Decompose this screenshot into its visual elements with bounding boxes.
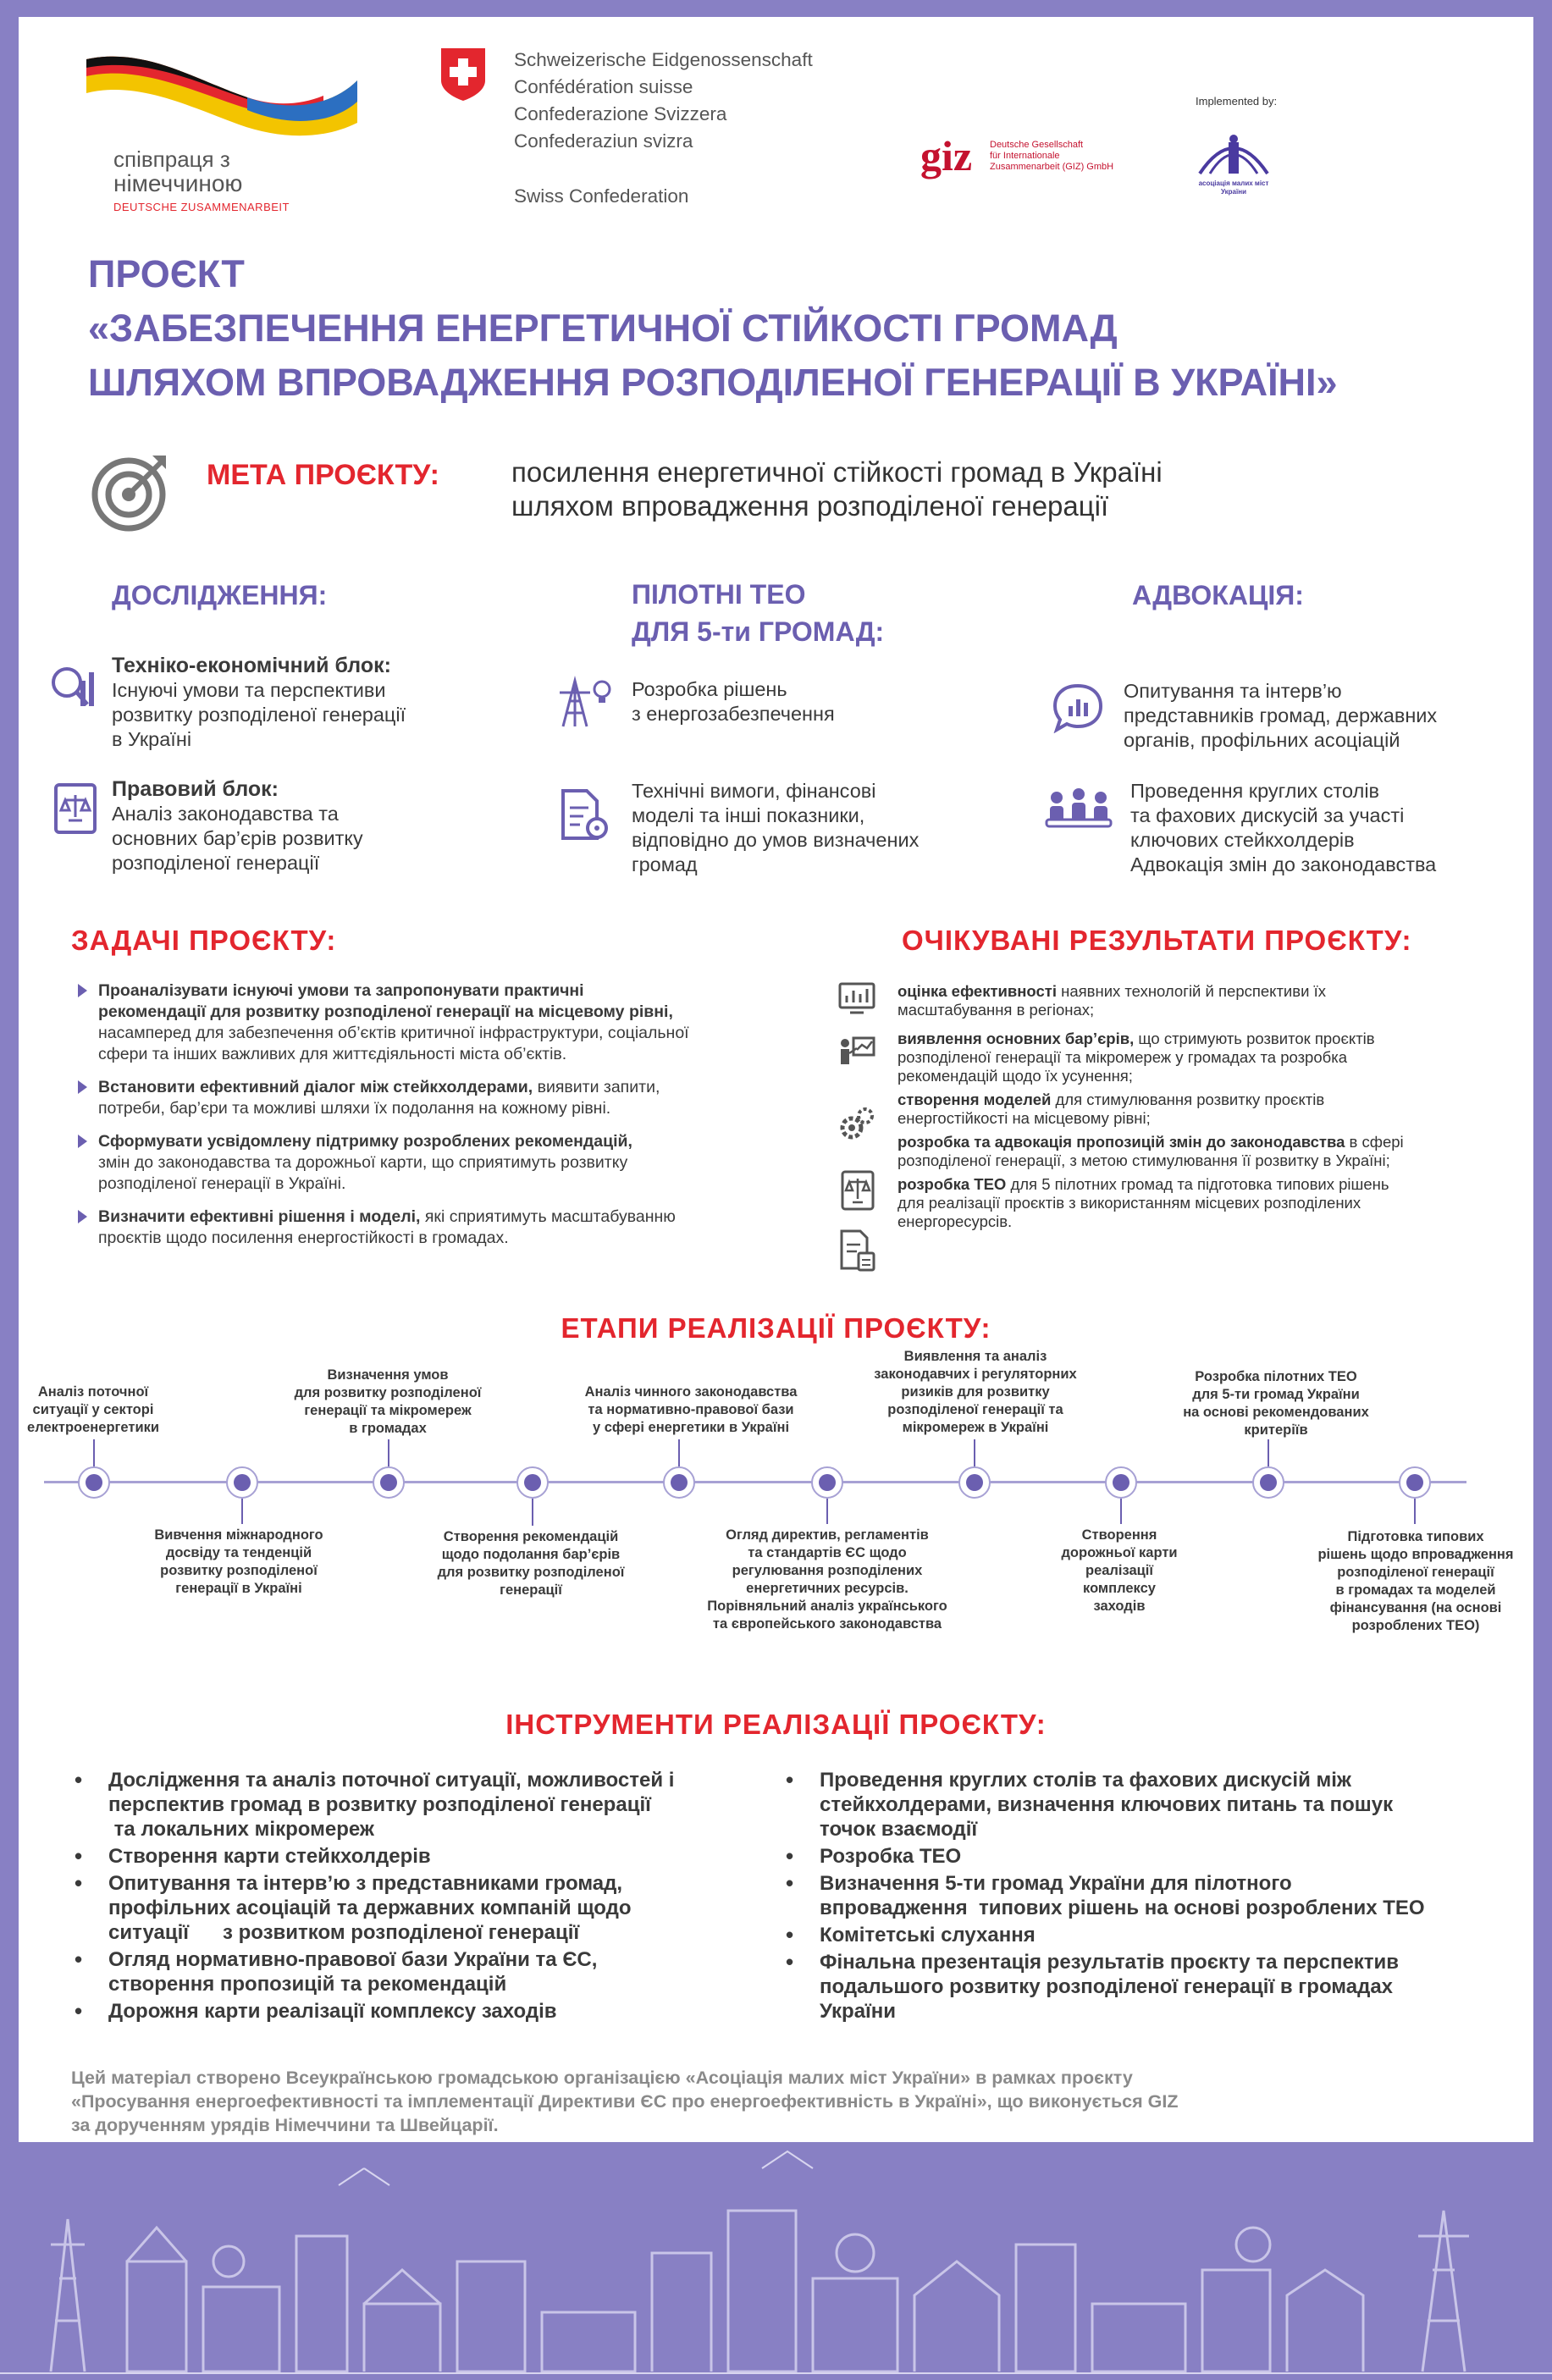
- footer-line-1: Цей матеріал створено Всеукраїнською громадською організацією «Асоціація малих міст України» в рамках проєкту: [71, 2068, 1133, 2088]
- swiss-line-4: Confederaziun svizra: [514, 130, 693, 152]
- document-calculator-icon: [838, 1229, 877, 1272]
- pilot-item1-line1: Розробка рішень: [632, 678, 787, 700]
- instrument-left-1-line3: та локальних мікромереж: [108, 1818, 374, 1841]
- project-title: [88, 251, 1511, 406]
- footer-line-2: «Просування енергоефективності та імплементації Директиви ЄС про енергоефективність в Україні», що виконується GIZ: [71, 2091, 1179, 2112]
- target-icon: [88, 449, 173, 533]
- stage-top-4-line4: розподіленої генерації та: [887, 1402, 1063, 1417]
- stage-bottom-4-line5: заходів: [1093, 1599, 1146, 1614]
- instrument-right-1-line3: точок взаємодії: [820, 1818, 978, 1841]
- instrument-right-5: [781, 1950, 1509, 2024]
- advocacy-heading: АДВОКАЦІЯ:: [1132, 580, 1304, 610]
- stage-top-3: [581, 1383, 801, 1437]
- giz-line-2: für Internationale: [990, 151, 1060, 161]
- stage-top-5: [1174, 1368, 1378, 1439]
- swiss-cross-icon: [438, 47, 489, 102]
- research-block-1: [112, 654, 406, 752]
- stage-bottom-3-line1: Огляд директив, регламентів: [726, 1527, 929, 1543]
- implemented-by: Implemented by:: [1196, 95, 1278, 108]
- stage-connector: [241, 1499, 243, 1524]
- result4-more1: розподіленої генерації, з метою стимулювання її розвитку в Україні;: [898, 1151, 1390, 1169]
- instruments-left-list: [69, 1768, 781, 2026]
- stage-bottom-4: [1043, 1527, 1196, 1615]
- stage-connector: [1120, 1499, 1122, 1524]
- goal-text: [511, 456, 1163, 523]
- instrument-right-5-line3: України: [820, 2000, 897, 2023]
- presenter-board-icon: [838, 1035, 875, 1074]
- tasks-heading: ЗАДАЧІ ПРОЄКТУ:: [71, 925, 337, 956]
- stage-bottom-1-line2: досвіду та тенденцій: [165, 1545, 312, 1560]
- advocacy-item2-line3: ключових стейкхолдерів: [1130, 829, 1355, 851]
- instrument-left-2-line1: • Створення карти стейкхолдерів: [108, 1845, 431, 1868]
- giz-line-3: Zusammenarbeit (GIZ) GmbH: [990, 162, 1114, 172]
- instruments-heading: ІНСТРУМЕНТИ РЕАЛІЗАЦІЇ ПРОЄКТУ:: [505, 1709, 1047, 1740]
- task-item-3: [78, 1131, 815, 1195]
- pilot-item-2: [632, 779, 919, 877]
- stage-top-1-line3: електроенергетики: [27, 1420, 159, 1435]
- research-block1-title: Техніко-економічний блок:: [112, 654, 391, 677]
- instrument-left-1-line2: перспектив громад в розвитку розподіленої генерації: [108, 1793, 651, 1816]
- instrument-left-4: [69, 1947, 781, 1996]
- stage-bottom-5-line1: Підготовка типових: [1347, 1529, 1484, 1544]
- stage-bottom-4-line1: Створення: [1081, 1527, 1157, 1543]
- swiss-line-1: Schweizerische Eidgenossenschaft: [514, 49, 813, 70]
- goal-label: МЕТА ПРОЄКТУ:: [207, 459, 439, 491]
- triangle-bullet-icon: [78, 1210, 87, 1223]
- stage-bottom-1: [137, 1527, 340, 1598]
- task-item-1: [78, 980, 815, 1065]
- stage-bottom-1-line1: Вивчення міжнародного: [154, 1527, 323, 1543]
- result5-rest: для 5 пілотних громад та підготовка типових рішень: [1006, 1175, 1389, 1193]
- stage-bottom-1-line3: розвитку розподіленої: [160, 1563, 318, 1578]
- stage-connector: [1414, 1499, 1416, 1524]
- stage-bottom-1-line4: генерації в Україні: [175, 1581, 302, 1596]
- cityscape-illustration: [0, 2134, 1552, 2380]
- task-item-4: [78, 1207, 815, 1249]
- research-block1-line2: розвитку розподіленої генерації: [112, 704, 406, 726]
- german-logo-line2: німеччиною: [113, 170, 243, 196]
- stage-top-1-line2: ситуації у секторі: [32, 1402, 154, 1417]
- instrument-left-5-line1: • Дорожня карти реалізації комплексу заходів: [108, 2000, 557, 2023]
- stage-top-3-line3: у сфері енергетики в Україні: [592, 1420, 790, 1435]
- goal-line-1: посилення енергетичної стійкості громад в Україні: [511, 456, 1163, 488]
- stage-bottom-5-line4: в громадах та моделей: [1335, 1582, 1496, 1598]
- stage-dot-8: [1105, 1466, 1137, 1499]
- document-gear-icon: [558, 787, 610, 843]
- instrument-right-3: [781, 1871, 1509, 1920]
- task3-line2: розподіленої генерації в Україні.: [98, 1174, 346, 1193]
- swiss-confederation: Swiss Confederation: [514, 185, 689, 207]
- stage-top-2-line2: для розвитку розподіленої: [294, 1385, 482, 1400]
- stage-bottom-3-line3: регулювання розподілених: [732, 1563, 923, 1578]
- stages-heading: ЕТАПИ РЕАЛІЗАЦІЇ ПРОЄКТУ:: [561, 1312, 991, 1344]
- instrument-left-3: [69, 1871, 781, 1945]
- instrument-left-2: [69, 1844, 781, 1869]
- law-scales-icon: [840, 1170, 875, 1211]
- pilot-item2-line4: громад: [632, 853, 698, 875]
- monitor-chart-icon: [838, 982, 875, 1016]
- pilot-heading-line1: ПІЛОТНІ ТЕО: [632, 579, 806, 610]
- task1-bold-line2: рекомендації для розвитку розподіленої генерації на місцевому рівні,: [98, 1002, 673, 1021]
- task4-line1: проєктів щодо посилення енергостійкості в громадах.: [98, 1229, 509, 1247]
- pilot-item2-line2: моделі та інші показники,: [632, 804, 865, 826]
- triangle-bullet-icon: [78, 1135, 87, 1148]
- instrument-right-3-line1: • Визначення 5-ти громад України для пілотного: [820, 1872, 1292, 1895]
- pilot-heading: [632, 576, 884, 650]
- stage-bottom-3-line6: та європейського законодавства: [712, 1616, 942, 1632]
- stage-bottom-4-line2: дорожньої карти: [1061, 1545, 1178, 1560]
- task4-inline: які сприятимуть масштабуванню: [420, 1207, 676, 1226]
- pilot-heading-line2: ДЛЯ 5-ти ГРОМАД:: [632, 616, 885, 647]
- stage-bottom-3: [700, 1527, 954, 1633]
- results-list: [898, 982, 1516, 1231]
- stage-top-2-line1: Визначення умов: [327, 1367, 449, 1383]
- stage-bottom-5-line5: фінансування (на основі: [1329, 1600, 1502, 1615]
- result3-more1: енергостійкості на місцевому рівні;: [898, 1109, 1151, 1127]
- result2-more2: рекомендацій щодо їх усунення;: [898, 1067, 1133, 1085]
- task2-line1: потреби, бар’єри та можливі шляхи їх подолання на кожному рівні.: [98, 1099, 611, 1118]
- stage-bottom-2-line3: для розвитку розподіленої: [437, 1565, 625, 1580]
- advocacy-item2-line4: Адвокація змін до законодавства: [1130, 853, 1437, 875]
- instrument-left-3-line1: • Опитування та інтерв’ю з представниками громад,: [108, 1872, 623, 1895]
- instrument-left-1: [69, 1768, 781, 1842]
- instrument-right-4-line1: • Комітетські слухання: [820, 1924, 1036, 1947]
- stage-top-2-line4: в громадах: [349, 1421, 427, 1436]
- instrument-right-2-line1: • Розробка ТЕО: [820, 1845, 962, 1868]
- stage-connector: [388, 1439, 389, 1466]
- advocacy-item1-line3: органів, профільних асоціацій: [1124, 729, 1400, 751]
- research-block2-line2: основних бар’єрів розвитку: [112, 827, 363, 849]
- stage-top-1: [8, 1383, 178, 1437]
- task4-bold: Визначити ефективні рішення і моделі,: [98, 1207, 421, 1226]
- result2-rest: що стримують розвиток проєктів: [1134, 1030, 1375, 1047]
- stage-top-4: [865, 1348, 1085, 1437]
- power-tower-bulb-icon: [555, 674, 614, 730]
- instrument-left-4-line1: • Огляд нормативно-правової бази України та ЄС,: [108, 1948, 598, 1971]
- results-heading: ОЧІКУВАНІ РЕЗУЛЬТАТИ ПРОЄКТУ:: [902, 925, 1412, 956]
- research-block1-line1: Існуючі умови та перспективи: [112, 679, 386, 701]
- result3-bold: створення моделей: [898, 1091, 1052, 1108]
- task2-bold: Встановити ефективний діалог між стейкхолдерами,: [98, 1078, 533, 1096]
- task1-bold-line1: Проаналізувати існуючі умови та запропонувати практичні: [98, 981, 584, 1000]
- stage-connector: [826, 1499, 828, 1524]
- instrument-right-1-line1: • Проведення круглих столів та фахових дискусій між: [820, 1769, 1351, 1792]
- stage-top-4-line2: законодавчих і регуляторних: [874, 1367, 1077, 1382]
- result1-bold: оцінка ефективності: [898, 982, 1057, 1000]
- pilot-item2-line3: відповідно до умов визначених: [632, 829, 920, 851]
- stage-bottom-2: [429, 1528, 632, 1599]
- giz-mark: giz: [920, 132, 973, 179]
- stage-top-2: [286, 1367, 489, 1438]
- instrument-right-1: [781, 1768, 1509, 1842]
- small-towns-association-logo: [1191, 127, 1276, 203]
- stage-bottom-2-line1: Створення рекомендацій: [443, 1529, 619, 1544]
- stage-top-5-line2: для 5-ти громад України: [1192, 1387, 1360, 1402]
- german-logo-line3: DEUTSCHE ZUSAMMENARBEIT: [113, 201, 290, 213]
- stage-top-5-line3: на основі рекомендованих: [1183, 1405, 1369, 1420]
- research-block1-line3: в Україні: [112, 728, 192, 750]
- research-block-2: [112, 777, 363, 875]
- stage-dot-2: [226, 1466, 258, 1499]
- research-block2-line1: Аналіз законодавства та: [112, 803, 339, 825]
- result5-bold: розробка ТЕО: [898, 1175, 1007, 1193]
- advocacy-item1-line1: Опитування та інтерв’ю: [1124, 680, 1342, 702]
- advocacy-item2-line2: та фахових дискусій за участі: [1130, 804, 1405, 826]
- giz-line-1: Deutsche Gesellschaft: [990, 140, 1084, 150]
- stage-bottom-5-line6: розроблених ТЕО): [1351, 1618, 1480, 1633]
- result5-more2: енергоресурсів.: [898, 1212, 1013, 1230]
- instrument-right-2: [781, 1844, 1509, 1869]
- instrument-left-5: [69, 1999, 781, 2024]
- result1-rest: наявних технологій й перспективи їх: [1056, 982, 1326, 1000]
- stage-connector: [532, 1499, 533, 1526]
- stage-dot-9: [1252, 1466, 1284, 1499]
- pilot-item2-line1: Технічні вимоги, фінансові: [632, 780, 876, 802]
- task1-line1: насамперед для забезпечення об’єктів критичної інфраструктури, соціальної: [98, 1024, 689, 1042]
- task2-inline: виявити запити,: [533, 1078, 660, 1096]
- stage-bottom-4-line4: комплексу: [1083, 1581, 1156, 1596]
- result-item-2: [898, 1030, 1516, 1085]
- stage-dot-3: [373, 1466, 405, 1499]
- stage-connector: [93, 1439, 95, 1466]
- advocacy-item-1: [1124, 679, 1437, 753]
- stage-dot-5: [663, 1466, 695, 1499]
- result1-more1: масштабування в регіонах;: [898, 1001, 1095, 1019]
- goal-line-2: шляхом впровадження розподіленої генерації: [511, 490, 1109, 522]
- stage-top-3-line2: та нормативно-правової бази: [588, 1402, 794, 1417]
- result-item-4: [898, 1133, 1516, 1170]
- chat-survey-icon: [1052, 681, 1104, 733]
- instrument-right-5-line1: • Фінальна презентація результатів проєкту та перспектив: [820, 1951, 1400, 1974]
- instrument-left-3-line2: профільних асоціацій та державних компаній щодо: [108, 1897, 632, 1919]
- stage-top-1-line1: Аналіз поточної: [37, 1384, 149, 1400]
- stage-bottom-5-line2: рішень щодо впровадження: [1317, 1547, 1514, 1562]
- stage-bottom-5: [1310, 1528, 1522, 1635]
- stage-connector: [678, 1439, 680, 1466]
- stage-dot-6: [811, 1466, 843, 1499]
- instruments-right-list: [781, 1768, 1509, 2026]
- swiss-line-2: Confédération suisse: [514, 76, 693, 97]
- task3-bold: Сформувати усвідомлену підтримку розроблених рекомендацій,: [98, 1132, 632, 1151]
- stage-top-5-line1: Розробка пілотних ТЕО: [1195, 1369, 1357, 1384]
- instrument-right-5-line2: подальшого розвитку розподіленої генерації в громадах: [820, 1975, 1394, 1998]
- stage-top-4-line1: Виявлення та аналіз: [903, 1349, 1047, 1364]
- result-item-1: [898, 982, 1516, 1019]
- association-emblem-icon: [1191, 127, 1276, 178]
- stage-top-4-line5: мікромереж в Україні: [902, 1420, 1049, 1435]
- stage-connector: [974, 1439, 975, 1466]
- result3-rest: для стимулювання розвитку проєктів: [1051, 1091, 1325, 1108]
- gears-icon: [838, 1106, 877, 1143]
- result2-bold: виявлення основних бар’єрів,: [898, 1030, 1135, 1047]
- stage-connector: [1268, 1439, 1269, 1466]
- stage-dot-4: [516, 1466, 549, 1499]
- task1-line2: сфери та інших важливих для життєдіяльності міста об’єктів.: [98, 1045, 567, 1063]
- instrument-left-4-line2: створення пропозицій та рекомендацій: [108, 1973, 507, 1996]
- poster-sheet: [19, 17, 1533, 2142]
- stage-top-2-line3: генерації та мікромереж: [304, 1403, 472, 1418]
- task3-line1: змін до законодавства та дорожньої карти, що сприятимуть розвитку: [98, 1153, 628, 1172]
- result4-rest: в сфері: [1345, 1133, 1404, 1151]
- stage-bottom-2-line2: щодо подолання бар’єрів: [441, 1547, 621, 1562]
- law-book-icon: [52, 783, 100, 834]
- pilot-item1-line2: з енергозабезпечення: [632, 703, 835, 725]
- instrument-left-3-line3: ситуації з розвитком розподіленої генерації: [108, 1921, 580, 1944]
- swiss-logo: [438, 47, 895, 224]
- tasks-list: [78, 980, 815, 1249]
- result-item-3: [898, 1091, 1516, 1128]
- advocacy-item1-line2: представників громад, державних: [1124, 704, 1438, 726]
- stage-top-4-line3: ризиків для розвитку: [901, 1384, 1050, 1400]
- triangle-bullet-icon: [78, 1080, 87, 1094]
- pilot-item-1: [632, 677, 835, 726]
- stage-bottom-3-line5: Порівняльний аналіз українського: [707, 1599, 947, 1614]
- association-logo-text: асоціація малих міст України: [1198, 179, 1269, 196]
- advocacy-item-2: [1130, 779, 1436, 877]
- footer-note: [71, 2066, 1511, 2137]
- round-table-icon: [1045, 786, 1113, 833]
- giz-logo: [920, 131, 1124, 191]
- stage-top-5-line4: критеріїв: [1244, 1422, 1308, 1438]
- result-item-5: [898, 1175, 1516, 1231]
- instrument-right-4: [781, 1923, 1509, 1947]
- stage-bottom-3-line4: енергетичних ресурсів.: [746, 1581, 909, 1596]
- instrument-left-1-line1: • Дослідження та аналіз поточної ситуації, можливостей і: [108, 1769, 675, 1792]
- flag-ribbon-icon: [78, 47, 366, 140]
- swiss-line-3: Confederazione Svizzera: [514, 103, 727, 124]
- research-block2-title: Правовий блок:: [112, 777, 279, 801]
- title-line-1: ПРОЄКТ: [88, 252, 245, 295]
- research-block2-line3: розподіленої генерації: [112, 852, 320, 874]
- stage-dot-10: [1399, 1466, 1431, 1499]
- instrument-right-1-line2: стейкхолдерами, визначення ключових питань та пошук: [820, 1793, 1394, 1816]
- result2-more1: розподіленої генерації та мікромереж у громадах та розробка: [898, 1048, 1348, 1066]
- triangle-bullet-icon: [78, 984, 87, 997]
- instrument-right-3-line2: впровадження типових рішень на основі розроблених ТЕО: [820, 1897, 1425, 1919]
- stage-dot-7: [958, 1466, 991, 1499]
- stage-bottom-2-line4: генерації: [500, 1582, 562, 1598]
- title-line-2: «ЗАБЕЗПЕЧЕННЯ ЕНЕРГЕТИЧНОЇ СТІЙКОСТІ ГРОМАД: [88, 306, 1118, 350]
- advocacy-item2-line1: Проведення круглих столів: [1130, 780, 1380, 802]
- task-item-2: [78, 1077, 815, 1119]
- stage-dot-1: [78, 1466, 110, 1499]
- title-line-3: ШЛЯХОМ ВПРОВАДЖЕННЯ РОЗПОДІЛЕНОЇ ГЕНЕРАЦІЇ В УКРАЇНІ»: [88, 361, 1338, 404]
- stage-bottom-5-line3: розподіленої генерації: [1337, 1565, 1494, 1580]
- magnifier-chart-icon: [48, 662, 99, 713]
- stage-bottom-3-line2: та стандартів ЄС щодо: [748, 1545, 907, 1560]
- research-heading: ДОСЛІДЖЕННЯ:: [112, 580, 328, 610]
- result5-more1: для реалізації проєктів з використанням місцевих розподілених: [898, 1194, 1361, 1212]
- stage-top-3-line1: Аналіз чинного законодавства: [584, 1384, 798, 1400]
- stage-bottom-4-line3: реалізації: [1085, 1563, 1154, 1578]
- german-logo-line1: співпраця з: [113, 146, 230, 172]
- result4-bold: розробка та адвокація пропозицій змін до законодавства: [898, 1133, 1345, 1151]
- footer-line-3: за дорученням урядів Німеччини та Швейцарії.: [71, 2115, 499, 2135]
- germany-cooperation-logo: [78, 47, 383, 216]
